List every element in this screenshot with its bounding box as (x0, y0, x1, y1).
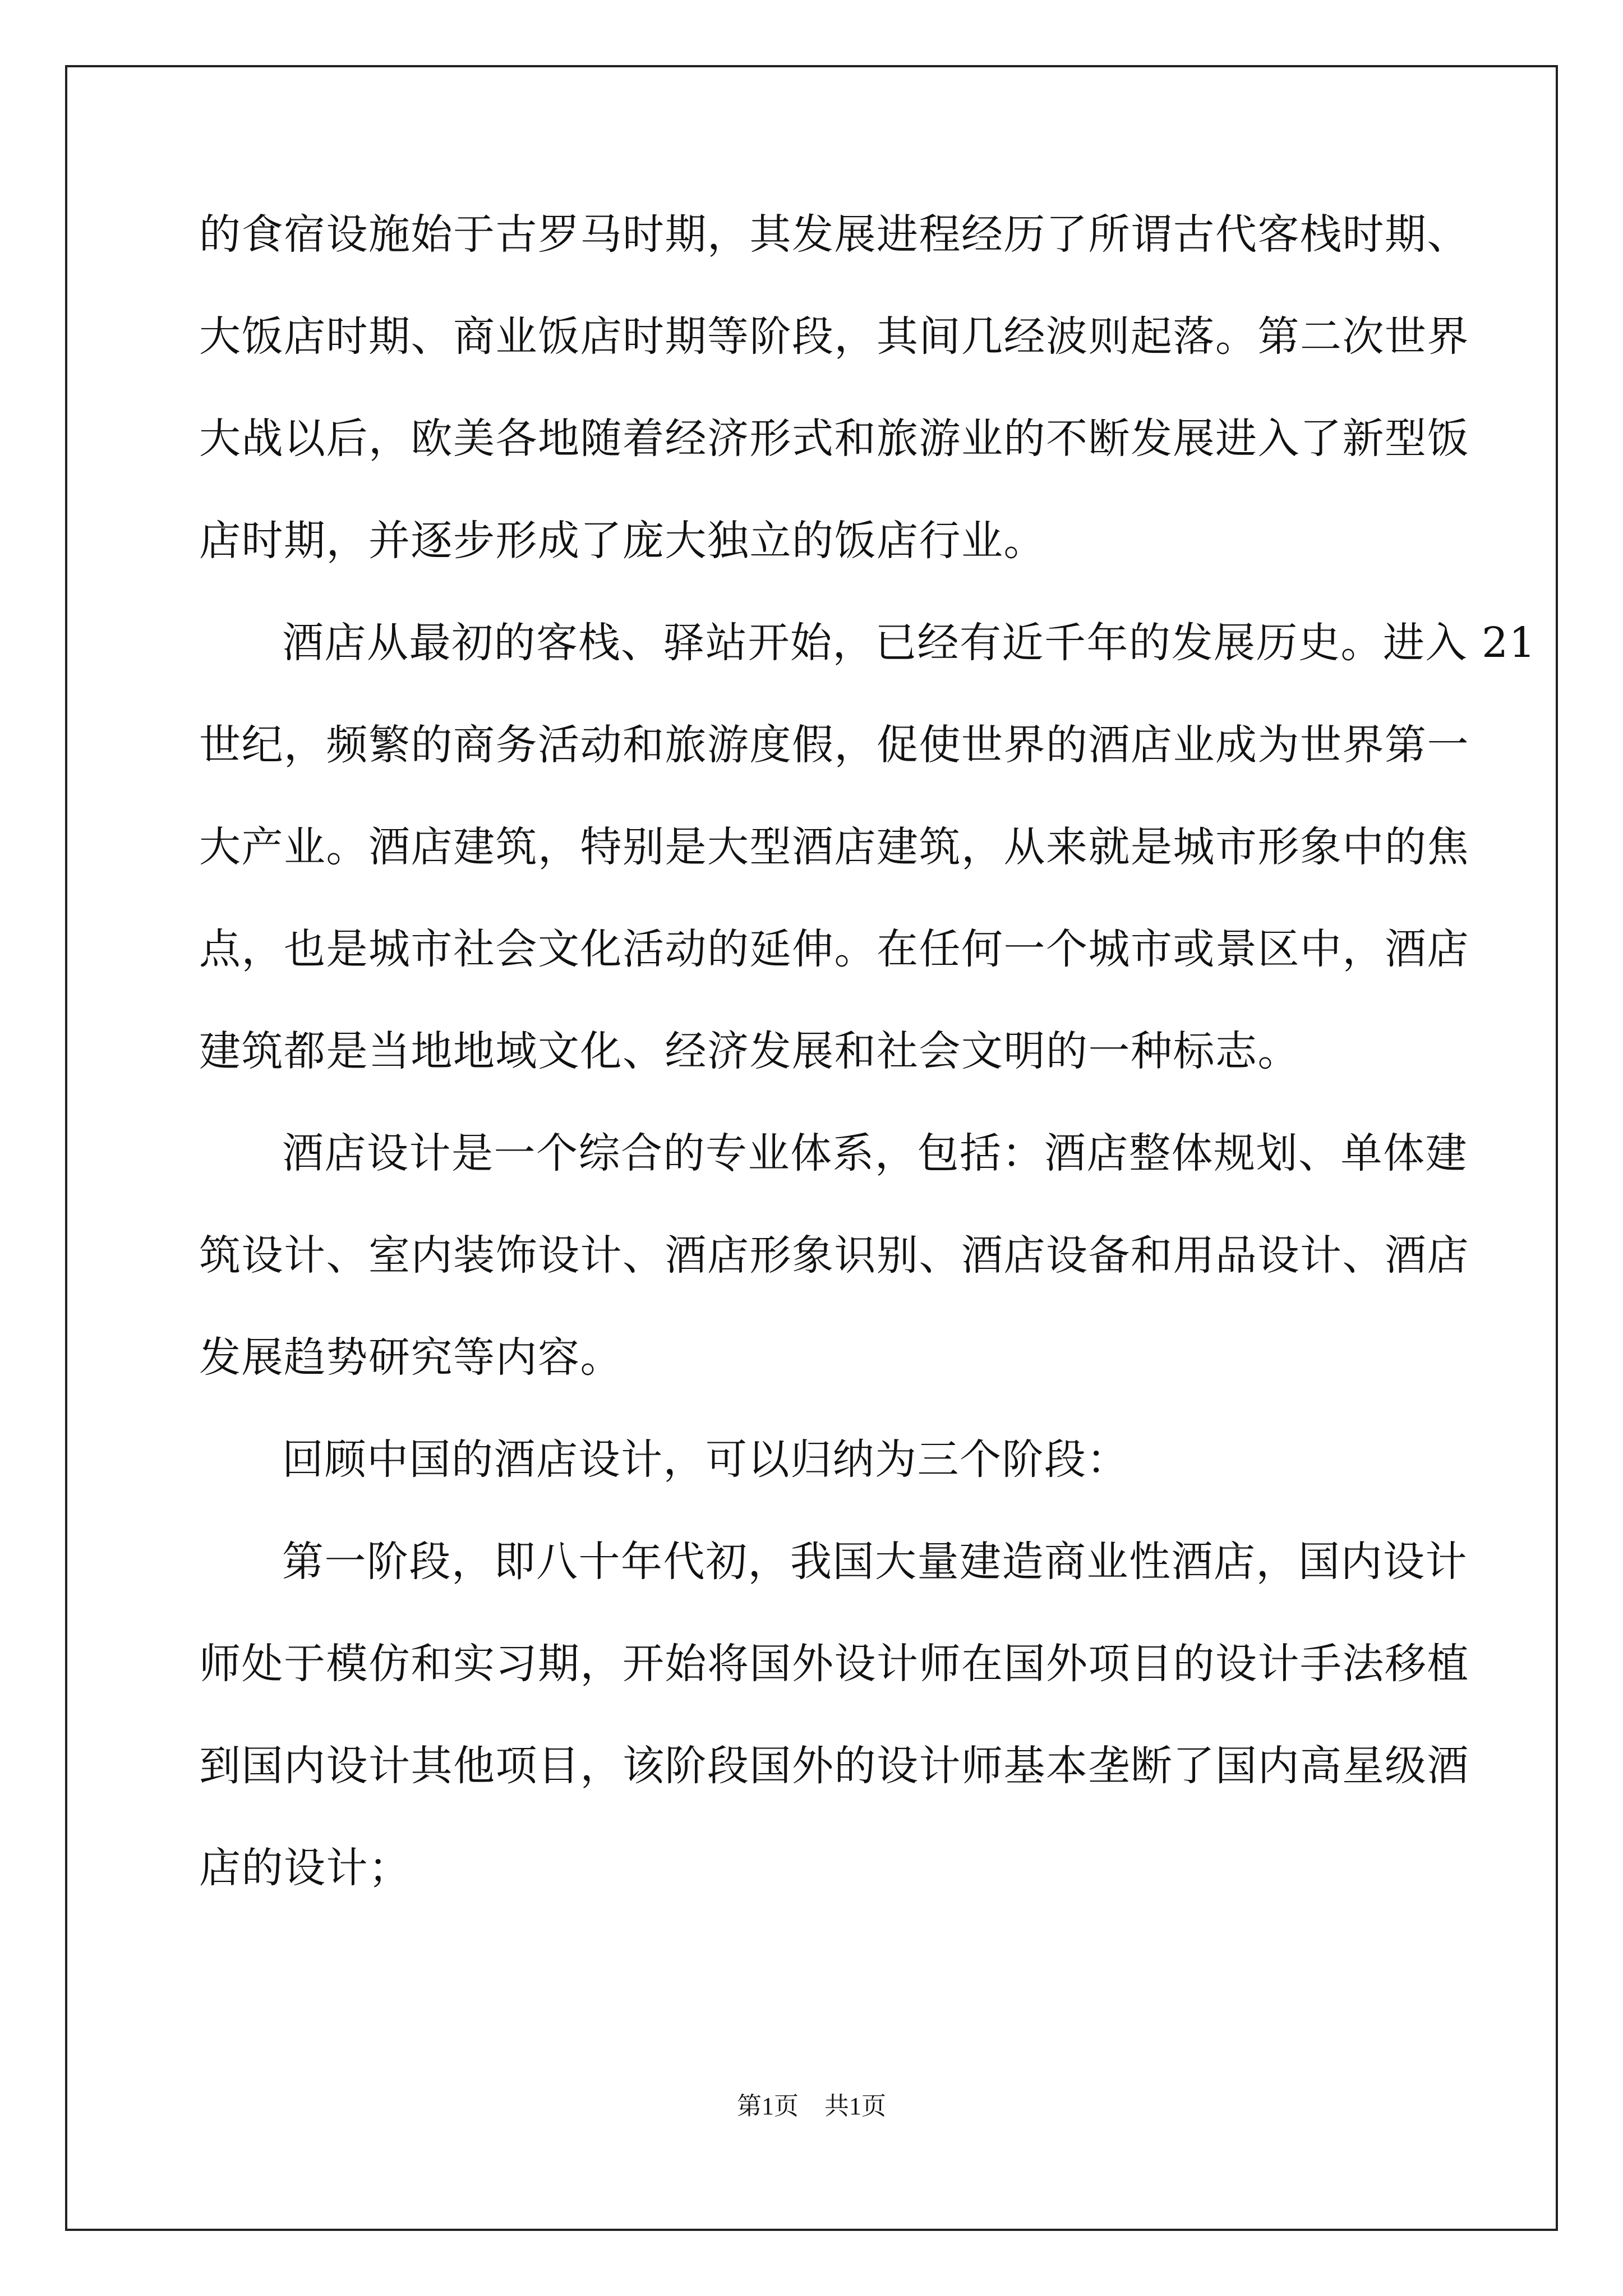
paragraph-first-line: 酒店设计是一个综合的专业体系，包括：酒店整体规划、单体建 (282, 1129, 1468, 1177)
text-line: 店时期，并逐步形成了庞大独立的饭店行业。 (199, 517, 1046, 565)
text-line: 世纪，频繁的商务活动和旅游度假，促使世界的酒店业成为世界第一 (199, 721, 1469, 769)
text-line: 大产业。酒店建筑，特别是大型酒店建筑，从来就是城市形象中的焦 (199, 823, 1469, 871)
page-number-total: 共1页 (824, 2092, 886, 2120)
text-line: 建筑都是当地地域文化、经济发展和社会文明的一种标志。 (199, 1027, 1300, 1075)
paragraph-first-line: 回顾中国的酒店设计，可以归纳为三个阶段： (282, 1435, 1129, 1484)
page-number-current: 第1页 (737, 2092, 799, 2120)
text-line: 大饭店时期、商业饭店时期等阶段，其间几经波则起落。第二次世界 (199, 312, 1469, 361)
text-line: 的食宿设施始于古罗马时期，其发展进程经历了所谓古代客栈时期、 (199, 210, 1469, 259)
page-footer (0, 2090, 1623, 2123)
text-line: 店的设计； (199, 1844, 411, 1892)
text-line: 大战以后，欧美各地随着经济形式和旅游业的不断发展进入了新型饭 (199, 415, 1469, 463)
text-line: 筑设计、室内装饰设计、酒店形象识别、酒店设备和用品设计、酒店 (199, 1231, 1469, 1280)
text-line: 发展趋势研究等内容。 (199, 1333, 623, 1382)
paragraph-first-line: 酒店从最初的客栈、驿站开始，已经有近千年的发展历史。进入 21 (282, 619, 1537, 667)
text-line: 到国内设计其他项目，该阶段国外的设计师基本垄断了国内高星级酒 (199, 1742, 1469, 1790)
text-line: 点，也是城市社会文化活动的延伸。在任何一个城市或景区中，酒店 (199, 925, 1469, 973)
text-line: 师处于模仿和实习期，开始将国外设计师在国外项目的设计手法移植 (199, 1640, 1469, 1688)
paragraph-first-line: 第一阶段，即八十年代初，我国大量建造商业性酒店，国内设计 (282, 1538, 1468, 1586)
